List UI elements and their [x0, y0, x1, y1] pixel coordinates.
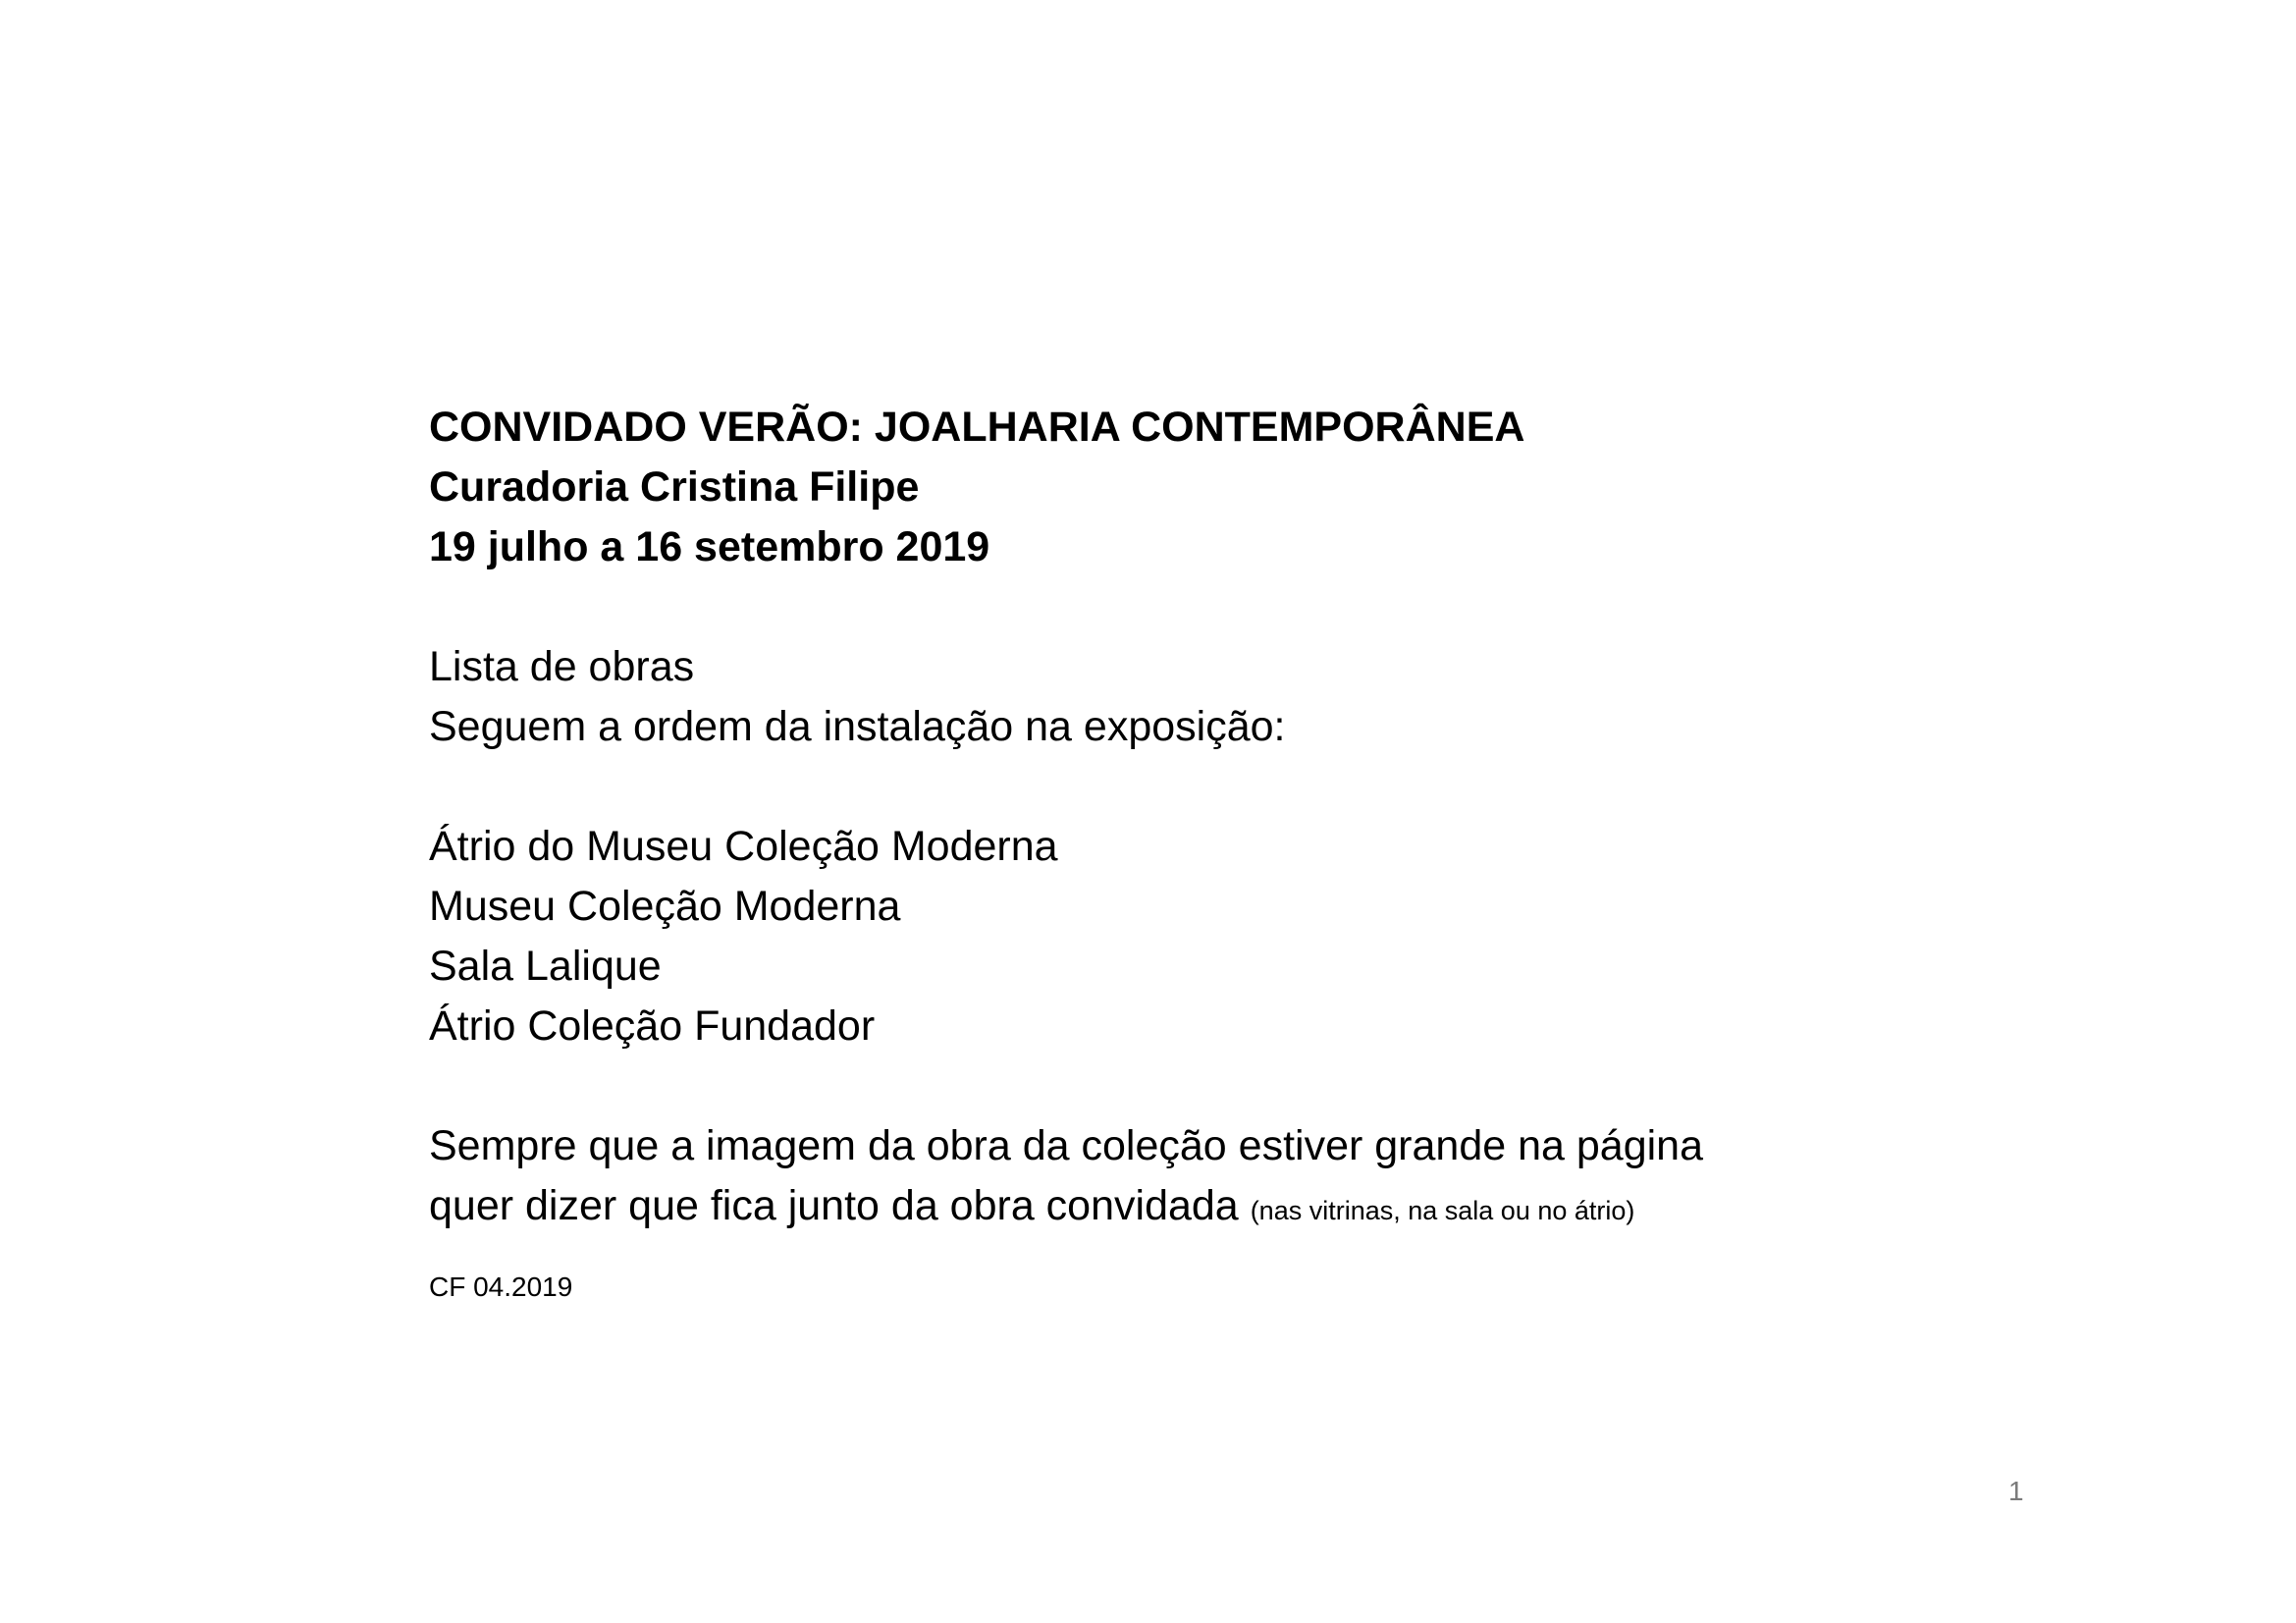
- spacer: [429, 1056, 2098, 1116]
- note-line-2-main: quer dizer que fica junto da obra convidada: [429, 1182, 1239, 1229]
- spacer: [429, 757, 2098, 817]
- location-list: [429, 817, 2098, 1056]
- spacer: [429, 577, 2098, 637]
- order-note: Seguem a ordem da instalação na exposição:: [429, 703, 1286, 750]
- page-number: 1: [2008, 1476, 2024, 1506]
- curator-line: Curadoria Cristina Filipe: [429, 463, 920, 511]
- location-item: Átrio do Museu Coleção Moderna: [429, 823, 1058, 870]
- list-title: Lista de obras: [429, 643, 695, 690]
- location-item: Sala Lalique: [429, 943, 662, 990]
- location-item: Museu Coleção Moderna: [429, 883, 901, 930]
- note-line-2: [429, 1176, 2098, 1241]
- note-line-2-parenthetical: (nas vitrinas, na sala ou no átrio): [1250, 1196, 1635, 1225]
- location-item: Átrio Coleção Fundador: [429, 1002, 876, 1050]
- page-content: [429, 398, 2098, 1241]
- document-code: CF 04.2019: [429, 1271, 573, 1302]
- exhibition-dates: 19 julho a 16 setembro 2019: [429, 523, 990, 570]
- exhibition-title: CONVIDADO VERÃO: JOALHARIA CONTEMPORÂNEA: [429, 404, 1525, 451]
- note-line-1: Sempre que a imagem da obra da coleção estiver grande na página: [429, 1122, 1703, 1169]
